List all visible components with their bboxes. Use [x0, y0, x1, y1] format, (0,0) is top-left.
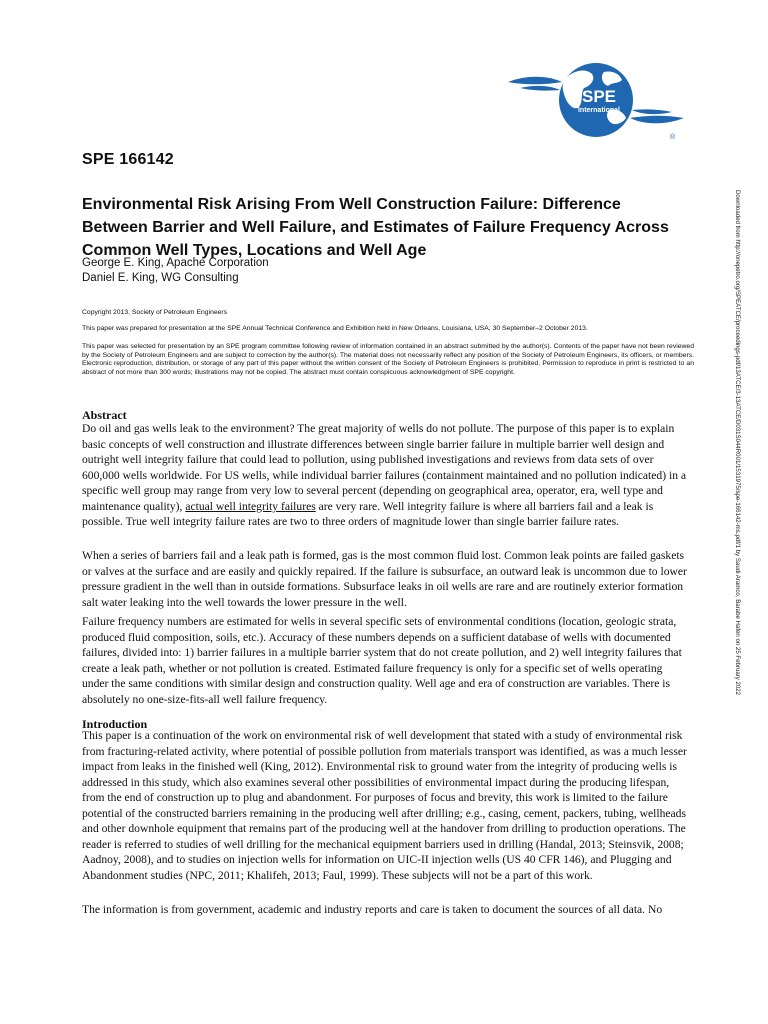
- introduction-heading: Introduction: [82, 717, 148, 731]
- introduction-paragraph: The information is from government, academic and industry reports and care is taken to document the sources of all data. No: [82, 903, 663, 916]
- copyright-notice: Copyright 2013, Society of Petroleum Engineers: [82, 309, 228, 316]
- download-watermark-text: Downloaded from http://onepetro.org/SPEATCE/proceedings-pdf/13ATCE/3-13ATCE/D031S044R001/1531975/spe-166142-ms.pdf/1 by Saudi Aramco, Barabe Hafen on 25 February 2022: [734, 190, 741, 696]
- paper-number: SPE 166142: [82, 151, 174, 168]
- registered-mark: ®: [670, 134, 676, 141]
- abstract-paragraph: [82, 421, 688, 530]
- globe-icon: [500, 60, 686, 142]
- logo-spe-text: SPE: [581, 87, 617, 106]
- underlined-phrase: actual well integrity failures: [185, 499, 316, 513]
- download-watermark: [732, 190, 742, 830]
- preparation-notice: This paper was prepared for presentation at the SPE Annual Technical Conference and Exhibition held in New Orleans, Louisiana, USA, 30 September–2 October 2013.: [82, 325, 588, 332]
- abstract-paragraph: Failure frequency numbers are estimated for wells in several specific sets of environmental conditions (location, geologic strata, produced fluid composition, soils, etc.). Accuracy of these numbers depends on a sufficient database of wells with documented failures, divided into: 1) barrier failures in a multiple barrier system that do not create pollution, and 2) well integrity failures that create a leak path, whether or not pollution is created. Estimated failure frequency is only for a specific set of wells operating under the same conditions with similar design and construction quality. Well age and era of construction are variables. There is absolutely no one-size-fits-all well failure frequency.: [82, 615, 682, 706]
- spe-international-logo: [500, 60, 686, 142]
- abstract-text: are very rare. Well integrity failure is where all barriers fail and a leak is possible. True well integrity failure rates are two to three orders of magnitude lower than single barrier failure rates.: [82, 499, 654, 529]
- abstract-paragraph: When a series of barriers fail and a leak path is formed, gas is the most common fluid lost. Common leak points are failed gaskets or valves at the surface and are easily and quickly repaired. If the failure is subsurface, an outward leak is uncommon due to lower pressure gradient in the well than in outside formations. Subsurface leaks in oil wells are rare and are routinely exterior formation salt water leaking into the well towards the lower pressure in the well.: [82, 549, 687, 609]
- logo-international-text: International: [577, 107, 621, 114]
- selection-notice: This paper was selected for presentation by an SPE program committee following review of information contained in an abstract submitted by the author(s). Contents of the paper have not been reviewed by the Society of Petroleum Engineers and are subject to correction by the author(s). The material does not necessarily reflect any position of the Society of Petroleum Engineers, its officers, or members. Electronic reproduction, distribution, or storage of any part of this paper without the written consent of the Society of Petroleum Engineers is prohibited. Permission to reproduce in print is restricted to an abstract of not more than 300 words; illustrations may not be copied. The abstract must contain conspicuous acknowledgment of SPE copyright.: [82, 343, 694, 376]
- author-line: George E. King, Apache Corporation: [82, 257, 269, 269]
- introduction-paragraph: This paper is a continuation of the work on environmental risk of well development that stated with a study of environmental risk from fracturing-related activity, where potential of possible pollution from materials transport was identified, as was a much lesser impact from leaks in the finished well (King, 2012). Environmental risk to ground water from the integrity of producing wells is addressed in this study, which also examines several other possibilities of environmental impact during the producing lifespan, from the end of construction up to plug and abandonment. For purposes of focus and brevity, this work is limited to the failure potential of the constructed barriers remaining in the producing well after drilling; e.g., casing, cement, packers, tubing, wellheads and other downhole equipment that remains part of the producing well at the handover from drilling to production operations. The reader is referred to studies of well drilling for the mechanical equipment barriers used in drilling (Handal, 2013; Steinsvik, 2008; Aadnoy, 2008), and to studies on injection wells for information on UIC-II injection wells (US 40 CFR 146), and Plugging and Abandonment studies (NPC, 2011; Khalifeh, 2013; Faul, 1999). These subjects will not be a part of this work.: [82, 729, 687, 882]
- abstract-heading: Abstract: [82, 408, 127, 422]
- paper-title: Environmental Risk Arising From Well Construction Failure: Difference Between Barrier and Well Failure, and Estimates of Failure Frequency Across Common Well Types, Locations and Well Age: [82, 196, 669, 259]
- author-line: Daniel E. King, WG Consulting: [82, 272, 239, 284]
- abstract-text: Do oil and gas wells leak to the environment? The great majority of wells do not pollute. The purpose of this paper is to explain basic concepts of well construction and illustrate differences between single barrier failure in multiple barrier well design and outright well integrity failure that could lead to pollution, using published investigations and reviews from data sets of over 600,000 wells worldwide. For US wells, while individual barrier failures (containment maintained and no pollution indicated) in a specific well group may range from very low to several percent (depending on geographical area, operator, era, well type and maintenance quality),: [82, 422, 687, 513]
